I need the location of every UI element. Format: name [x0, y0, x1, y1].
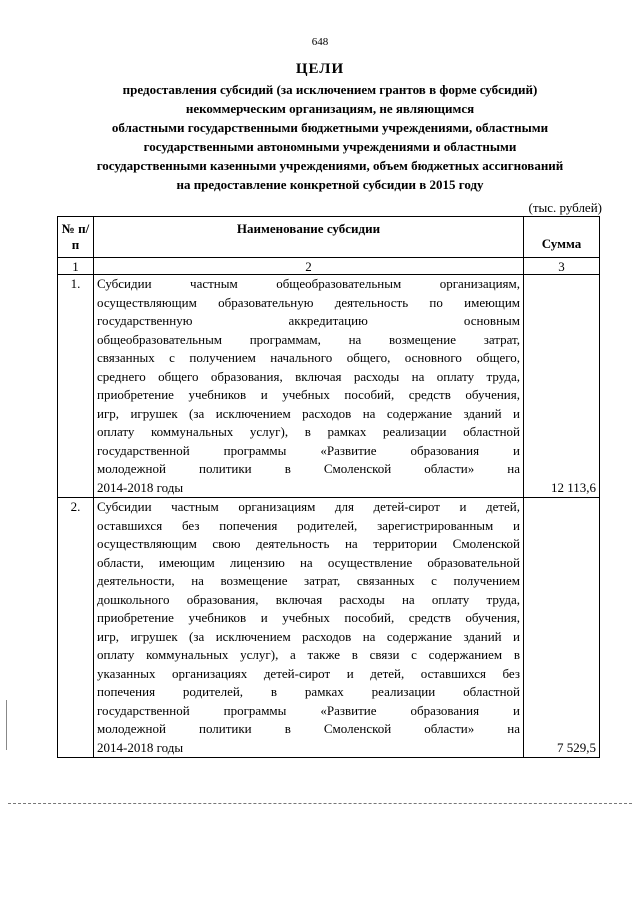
column-number: 2: [94, 258, 524, 275]
column-number-row: [58, 258, 600, 275]
table-header-row: [58, 217, 600, 258]
column-number: 3: [524, 258, 600, 275]
description-line: Субсидии частным общеобразовательным организациям,: [97, 276, 520, 291]
subsidy-description: [94, 498, 524, 758]
subsidy-sum: 12 113,6: [524, 275, 600, 498]
scan-dashed-line: [8, 803, 632, 804]
description-line: оставшихся без попечения родителей, зарегистрированным и: [97, 517, 520, 533]
subtitle-line: государственными казенными учреждениями, объем бюджетных ассигнований: [96, 158, 564, 173]
description-line: Субсидии частным организациям для детей-сирот и детей,: [97, 499, 520, 514]
subtitle-line: предоставления субсидий (за исключением грантов в форме субсидий): [122, 82, 538, 97]
subsidies-table: [57, 216, 600, 758]
description-line: попечения родителей, в рамках реализации областной: [97, 684, 520, 699]
description-line: государственную аккредитацию основным: [97, 313, 520, 328]
subsidy-description: [94, 275, 524, 498]
description-line: приобретение учебников и учебных пособий, средств обучения,: [97, 387, 520, 402]
header-sum: Сумма: [524, 217, 600, 258]
subtitle-line: на предоставление конкретной субсидии в 2015 году: [176, 177, 484, 192]
description-line: игр, игрушек (за исключением расходов на содержание зданий и: [97, 405, 520, 421]
column-number: 1: [58, 258, 94, 275]
description-line: оплату коммунальных услуг), а также в связи с содержанием в: [97, 647, 520, 662]
description-line: указанных организациях детей-сирот и детей, оставшихся без: [97, 665, 520, 681]
header-name: Наименование субсидии: [94, 217, 524, 258]
description-line: 2014-2018 годы: [97, 739, 184, 755]
subtitle-line: государственными автономными учреждениями и областными: [143, 139, 517, 154]
description-line: осуществляющим образовательную деятельность по имеющим: [97, 294, 520, 310]
description-line: осуществляющим свою деятельность на территории Смоленской: [97, 536, 520, 551]
table-row: [58, 498, 600, 758]
subtitle-line: областными государственными бюджетными учреждениями, областными: [111, 120, 549, 135]
description-line: игр, игрушек (за исключением расходов на содержание зданий и: [97, 628, 520, 644]
scan-margin-line: [6, 700, 7, 750]
description-line: приобретение учебников и учебных пособий, средств обучения,: [97, 610, 520, 625]
subsidy-sum: 7 529,5: [524, 498, 600, 758]
description-line: среднего общего образования, включая расходы на оплату труда,: [97, 368, 520, 384]
header-num: № п/п: [58, 217, 94, 258]
description-line: государственной программы «Развитие образования и: [97, 442, 520, 458]
description-line: связанных с получением начального общего, основного общего,: [97, 350, 520, 365]
description-line: 2014-2018 годы: [97, 479, 184, 495]
page-number: 648: [311, 36, 329, 48]
description-line: области, имеющим лицензию на осуществление образовательной: [97, 554, 520, 570]
description-line: оплату коммунальных услуг), в рамках реализации областной: [97, 424, 520, 439]
description-line: деятельности, на возмещение затрат, связанных с получением: [97, 573, 520, 588]
description-line: государственной программы «Развитие образования и: [97, 702, 520, 718]
subtitle-line: некоммерческим организациям, не являющимся: [185, 101, 475, 116]
description-line: дошкольного образования, включая расходы на оплату труда,: [97, 591, 520, 607]
document-title: ЦЕЛИ: [295, 61, 345, 77]
description-line: молодежной политики в Смоленской области» на: [97, 721, 520, 736]
description-line: молодежной политики в Смоленской области» на: [97, 461, 520, 476]
row-number: 2.: [58, 498, 94, 758]
table-row: [58, 275, 600, 498]
row-number: 1.: [58, 275, 94, 498]
document-subtitle: [60, 80, 600, 194]
description-line: общеобразовательным программам, на возмещение затрат,: [97, 331, 520, 347]
units-label: (тыс. рублей): [528, 200, 602, 215]
